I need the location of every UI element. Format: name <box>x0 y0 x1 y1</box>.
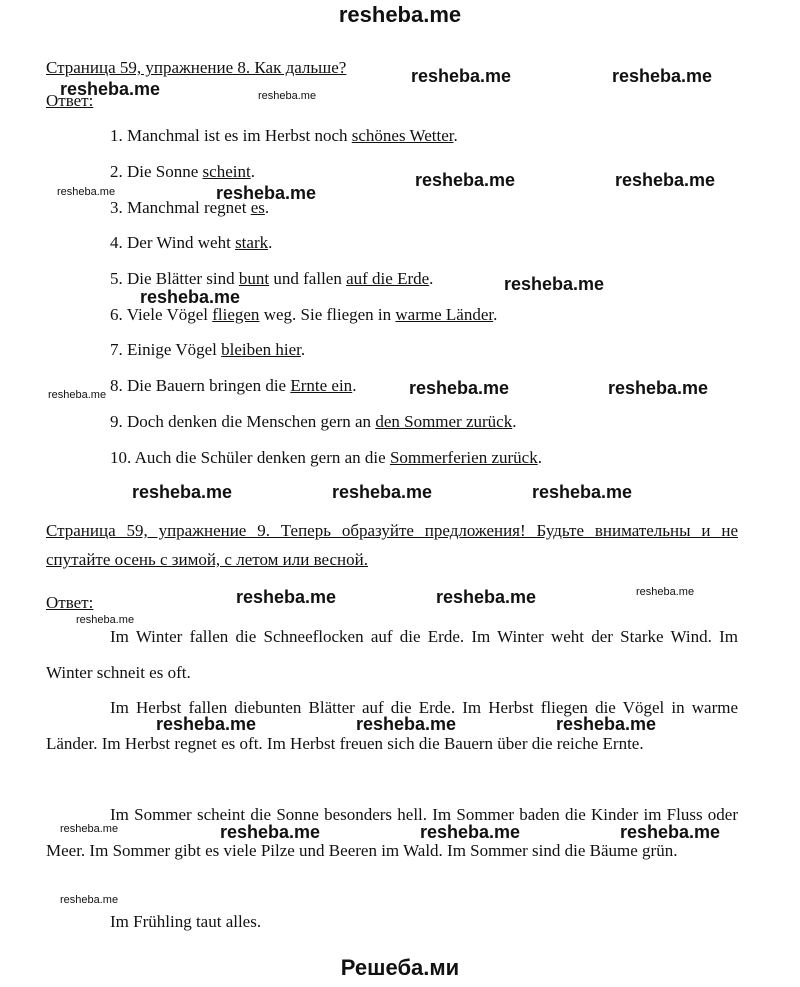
watermark: resheba.me <box>356 714 457 734</box>
watermark: resheba.me <box>258 90 317 102</box>
item-number: 8. <box>110 376 123 395</box>
exercise8-item <box>110 269 433 289</box>
watermark: resheba.me <box>409 378 510 398</box>
watermark: resheba.me <box>620 822 721 842</box>
watermark: resheba.me <box>411 66 512 86</box>
item-number: 7. <box>110 340 123 359</box>
item-text: Manchmal ist es im Herbst noch <box>127 126 352 145</box>
underlined-answer: den Sommer zurück <box>375 412 513 431</box>
exercise8-answer-label: Ответ: <box>46 91 94 110</box>
watermark: resheba.me <box>60 894 119 906</box>
watermark: resheba.me <box>57 186 116 198</box>
item-number: 5. <box>110 269 123 288</box>
watermark: resheba.me <box>132 482 233 502</box>
watermark: resheba.me <box>60 823 119 835</box>
watermark: resheba.me <box>415 170 516 190</box>
paragraph-summer-text: Im Sommer scheint die Sonne besonders hell. Im Sommer baden die Kinder im Fluss oder Meer. Im Sommer gibt es viele Pilze und Beeren im Wald. Im Sommer sind die Bäume grün. <box>46 805 738 860</box>
item-number: 6. <box>110 305 123 324</box>
exercise8-title: Страница 59, упражнение 8. Как дальше? <box>46 58 347 77</box>
item-text: Viele Vögel <box>126 305 213 324</box>
item-text: Manchmal regnet <box>127 198 251 217</box>
exercise8-item <box>110 305 497 325</box>
watermark: resheba.me <box>636 586 695 598</box>
watermark: resheba.me <box>608 378 709 398</box>
item-text: und fallen <box>269 269 347 288</box>
item-text: Die Bauern bringen die <box>127 376 291 395</box>
underlined-answer: scheint <box>202 162 251 181</box>
underlined-answer: warme Länder <box>395 305 494 324</box>
item-number: 9. <box>110 412 123 431</box>
watermark: resheba.me <box>612 66 713 86</box>
watermark: resheba.me <box>48 389 107 401</box>
watermark: resheba.me <box>615 170 716 190</box>
exercise9-title: Страница 59, упражнение 9. Теперь образуйте предложения! Будьте внимательны и не спутайте осень с зимой, с летом или весной. <box>46 521 738 569</box>
watermark: resheba.me <box>156 714 257 734</box>
underlined-answer: stark <box>235 233 269 252</box>
exercise8-item <box>110 340 305 360</box>
item-text: weg. Sie fliegen in <box>259 305 396 324</box>
item-number: 3. <box>110 198 123 217</box>
paragraph-winter-text: Im Winter fallen die Schneeflocken auf die Erde. Im Winter weht der Starke Wind. Im Winter schneit es oft. <box>46 627 738 682</box>
underlined-answer: bleiben hier <box>221 340 301 359</box>
item-number: 10. <box>110 448 132 467</box>
item-text: . <box>429 269 434 288</box>
item-text: . <box>250 162 255 181</box>
item-text: . <box>493 305 498 324</box>
exercise8-item <box>110 376 356 396</box>
watermark: resheba.me <box>504 274 605 294</box>
item-text: Der Wind weht <box>127 233 236 252</box>
item-text: Die Blätter sind <box>127 269 239 288</box>
item-text: Auch die Schüler denken gern an die <box>134 448 390 467</box>
item-text: . <box>453 126 458 145</box>
watermark: resheba.me <box>532 482 633 502</box>
watermark: resheba.me <box>436 587 537 607</box>
underlined-answer: bunt <box>238 269 270 288</box>
underlined-answer: es <box>250 198 265 217</box>
watermark: resheba.me <box>76 614 135 626</box>
exercise8-item <box>110 233 272 253</box>
item-text: Die Sonne <box>127 162 203 181</box>
underlined-answer: fliegen <box>212 305 260 324</box>
exercise9-answer-label: Ответ: <box>46 593 94 612</box>
item-text: . <box>264 198 270 217</box>
watermark: resheba.me <box>140 287 241 307</box>
footer-brand: Решеба.ми <box>340 955 460 980</box>
item-text: . <box>512 412 517 431</box>
underlined-answer: Ernte ein <box>290 376 353 395</box>
exercise8-item <box>110 162 255 182</box>
item-text: . <box>537 448 542 467</box>
underlined-answer: auf die Erde <box>346 269 430 288</box>
watermark: resheba.me <box>420 822 521 842</box>
watermark: resheba.me <box>220 822 321 842</box>
paragraph-spring <box>46 904 738 940</box>
underlined-answer: schönes Wetter <box>351 126 454 145</box>
header-watermark: resheba.me <box>338 2 462 27</box>
exercise8-item <box>110 412 516 432</box>
paragraph-spring-text: Im Frühling taut alles. <box>110 912 262 931</box>
paragraph-winter <box>46 619 738 690</box>
watermark: resheba.me <box>216 183 317 203</box>
watermark: resheba.me <box>332 482 433 502</box>
item-number: 4. <box>110 233 123 252</box>
item-number: 1. <box>110 126 123 145</box>
underlined-answer: Sommerferien zurück <box>389 448 538 467</box>
paragraph-autumn-text: Im Herbst fallen diebunten Blätter auf die Erde. Im Herbst fliegen die Vögel in warme Länder. Im Herbst regnet es oft. Im Herbst freuen sich die Bauern über die reiche Ernte. <box>46 698 738 753</box>
watermark: resheba.me <box>236 587 337 607</box>
item-number: 2. <box>110 162 123 181</box>
exercise8-item <box>110 448 542 468</box>
watermark: resheba.me <box>556 714 657 734</box>
item-text: . <box>268 233 273 252</box>
item-text: . <box>300 340 306 359</box>
exercise8-item <box>110 126 458 146</box>
item-text: Doch denken die Menschen gern an <box>127 412 376 431</box>
watermark: resheba.me <box>60 79 161 99</box>
item-text: . <box>352 376 357 395</box>
item-text: Einige Vögel <box>127 340 222 359</box>
